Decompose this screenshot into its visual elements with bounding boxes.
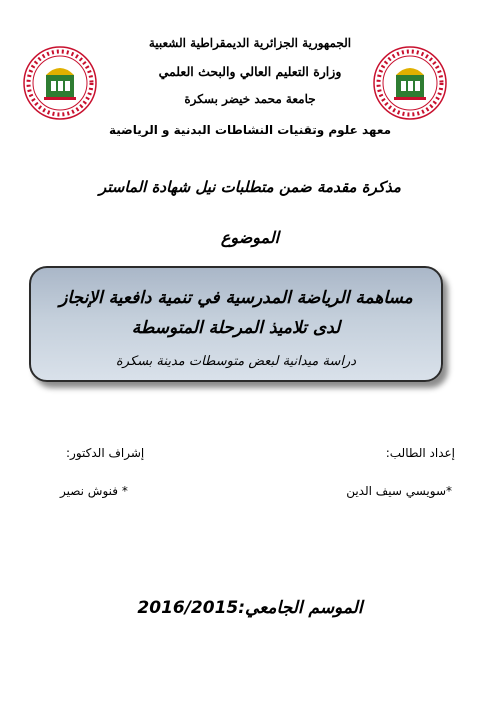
- thesis-title-line1: مساهمة الرياضة المدرسية في تنمية دافعية الإنجاز: [59, 288, 413, 308]
- student-label: إعداد الطالب:: [385, 446, 455, 460]
- ministry-name: وزارة التعليم العالي والبحث العلمي: [158, 64, 342, 79]
- memo-statement: مذكرة مقدمة ضمن متطلبات نيل شهادة الماستر: [99, 178, 401, 196]
- academic-year: [0, 598, 500, 618]
- academic-year-label: الموسم الجامعي:: [238, 598, 363, 618]
- supervisor-name: * فنوش نصير: [60, 484, 128, 498]
- title-box: [29, 266, 443, 382]
- academic-year-value: 2016/2015: [137, 598, 239, 618]
- thesis-title-line2: لدى تلاميذ المرحلة المتوسطة: [131, 318, 341, 338]
- student-name: *سويسي سيف الدين: [346, 484, 452, 498]
- subject-label: الموضوع: [220, 228, 280, 247]
- university-logo-left-icon: [22, 45, 98, 121]
- country-name: الجمهورية الجزائرية الديمقراطية الشعبية: [148, 36, 352, 50]
- institute-name: معهد علوم وتقنيات النشاطات البدنية و الرياضية: [108, 123, 392, 137]
- supervisor-label: إشراف الدكتور:: [66, 446, 145, 460]
- university-logo-right-icon: [372, 45, 448, 121]
- university-name: جامعة محمد خيضر بسكرة: [184, 92, 316, 106]
- thesis-subtitle: دراسة ميدانية لبعض متوسطات مدينة بسكرة: [115, 354, 357, 369]
